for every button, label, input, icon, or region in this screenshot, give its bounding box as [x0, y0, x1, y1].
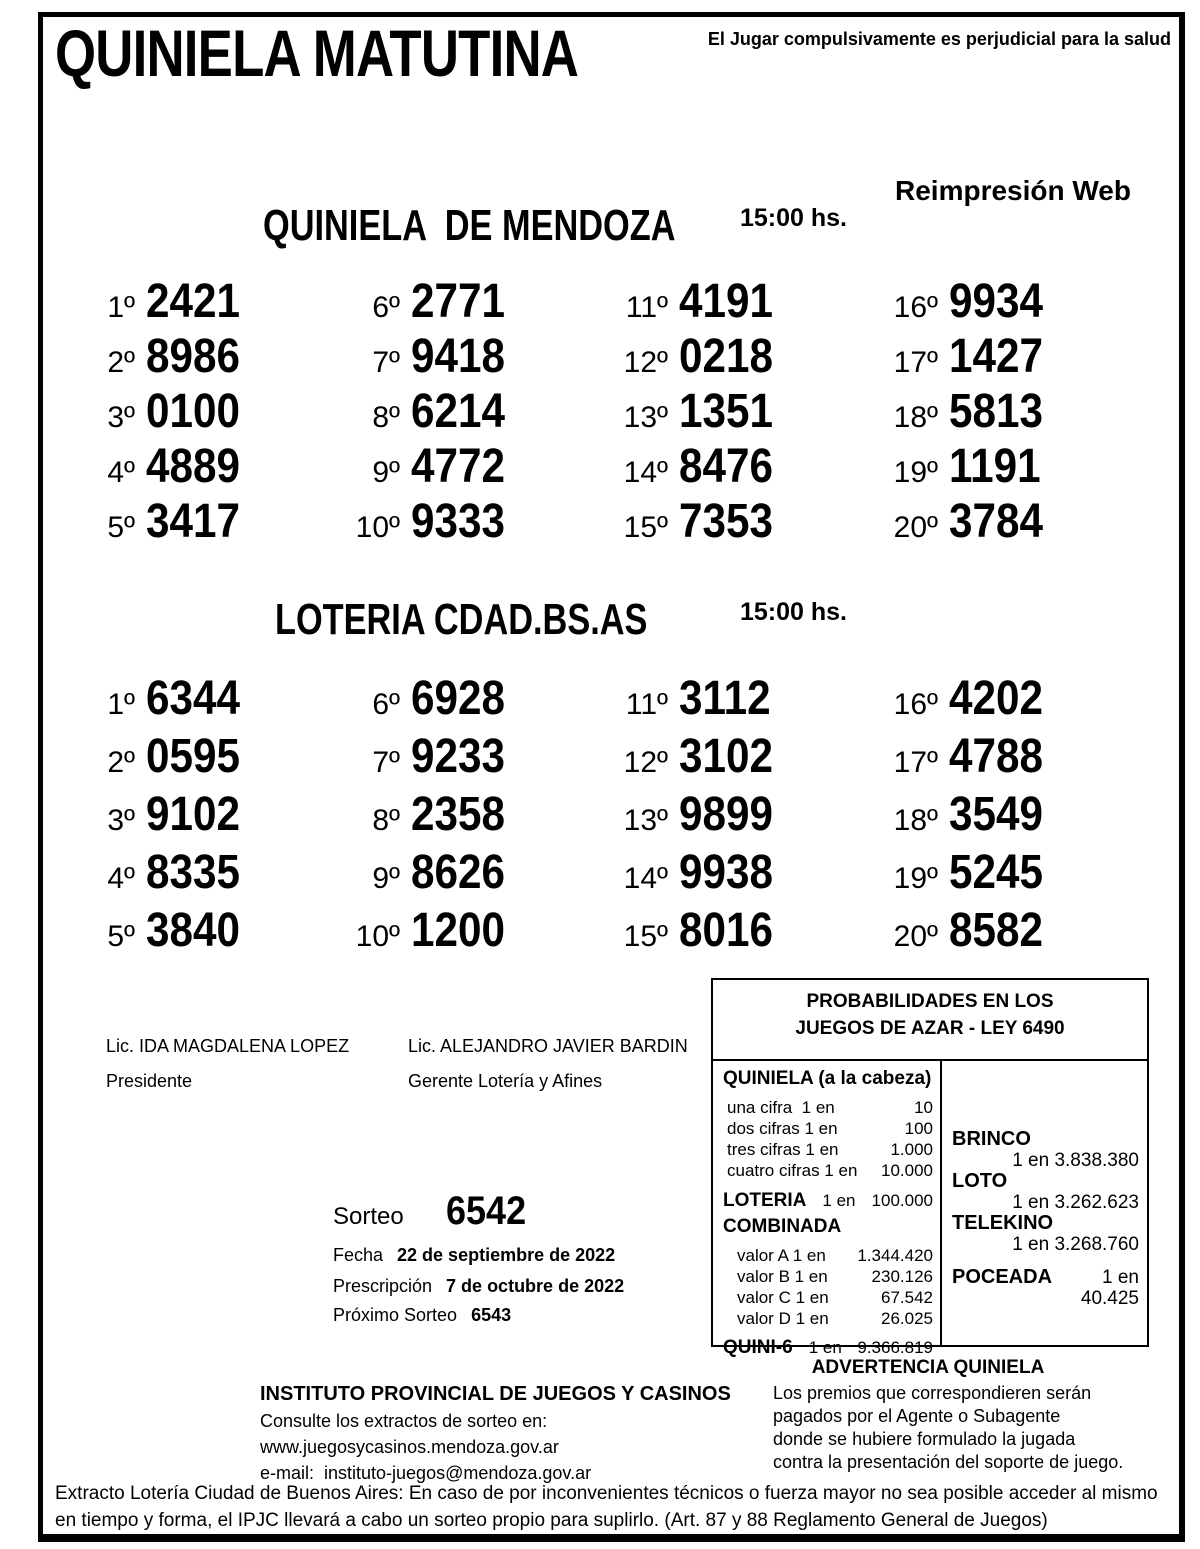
text-line: pagados por el Agente o Subagente	[773, 1406, 1061, 1426]
result-cell	[606, 439, 876, 494]
result-position: 2º	[107, 346, 135, 379]
prescripcion-row	[333, 1276, 624, 1297]
result-cell	[876, 329, 1116, 384]
reprint-label: Reimpresión Web	[895, 175, 1131, 206]
loteria-value: 100.000	[871, 1191, 933, 1210]
result-cell	[876, 494, 1116, 549]
bsas-draw-title: LOTERIA CDAD.BS.AS	[275, 595, 648, 644]
result-cell	[876, 787, 1116, 845]
probability-value: 1.344.420	[857, 1246, 933, 1265]
advertencia-lines	[733, 1382, 1123, 1474]
result-cell	[876, 729, 1116, 787]
result-number: 1351	[679, 385, 773, 438]
result-cell	[338, 903, 606, 961]
result-cell	[606, 494, 876, 549]
result-cell	[876, 903, 1116, 961]
result-number: 1191	[949, 440, 1041, 493]
game-odds	[952, 1213, 1139, 1255]
result-number: 8986	[146, 330, 240, 383]
result-position: 10º	[355, 920, 400, 953]
result-number: 3840	[146, 904, 240, 957]
health-warning: El Jugar compulsivamente es perjudicial para la salud	[707, 29, 1171, 49]
result-cell	[73, 274, 338, 329]
footer-note: Extracto Lotería Ciudad de Buenos Aires: En caso de por inconvenientes técnicos o fuerza mayor no sea posible acceder al mismo en tiempo y forma, el IPJC llevará a cabo un sorteo propio para suplirlo. (Art. 87 y 88 Reglamento General de Juegos)	[55, 1483, 1158, 1531]
result-number: 5245	[949, 846, 1043, 899]
result-number: 6214	[411, 385, 505, 438]
result-cell	[73, 845, 338, 903]
quini6-label: QUINI-6	[723, 1337, 793, 1358]
prescripcion-value: 7 de octubre de 2022	[446, 1276, 625, 1296]
result-number: 4191	[679, 275, 773, 328]
loteria-mid: 1 en	[822, 1191, 856, 1210]
signature-name: Lic. ALEJANDRO JAVIER BARDIN	[408, 1036, 688, 1056]
result-cell	[338, 329, 606, 384]
signature-role: Presidente	[106, 1071, 193, 1091]
result-number: 0595	[146, 730, 240, 783]
result-position: 15º	[623, 920, 668, 953]
text-line: Los premios que correspondieren serán	[773, 1383, 1092, 1403]
probability-label: dos cifras 1 en	[727, 1119, 838, 1138]
result-number: 3784	[949, 495, 1043, 548]
result-cell	[876, 274, 1116, 329]
result-number: 3102	[679, 730, 773, 783]
result-cell	[606, 787, 876, 845]
probability-row	[723, 1267, 933, 1288]
result-number: 9418	[411, 330, 505, 383]
result-cell	[606, 274, 876, 329]
result-position: 7º	[372, 346, 400, 379]
game-value: 1 en 3.262.623	[1012, 1192, 1139, 1213]
result-number: 0218	[679, 330, 773, 383]
loteria-odds-row	[723, 1190, 933, 1214]
text-line: Consulte los extractos de sorteo en:	[260, 1411, 548, 1431]
proximo-sorteo-row	[333, 1305, 511, 1326]
game-odds	[952, 1267, 1139, 1309]
result-cell	[73, 671, 338, 729]
result-cell	[73, 787, 338, 845]
signature-president	[106, 1029, 349, 1099]
probability-label: valor D 1 en	[737, 1309, 829, 1328]
result-number: 0100	[146, 385, 240, 438]
proximo-sorteo-value: 6543	[471, 1305, 512, 1325]
game-name: POCEADA	[952, 1266, 1053, 1288]
result-position: 13º	[623, 804, 668, 837]
text-line: contra la presentación del soporte de juego.	[773, 1452, 1124, 1472]
result-number: 3549	[949, 788, 1043, 841]
result-cell	[606, 329, 876, 384]
result-cell	[338, 845, 606, 903]
result-position: 5º	[107, 511, 135, 544]
result-number: 4202	[949, 672, 1043, 725]
result-cell	[876, 845, 1116, 903]
probability-row	[723, 1161, 933, 1182]
probability-row	[723, 1098, 933, 1119]
game-value: 1 en 40.425	[1080, 1267, 1139, 1309]
result-number: 9333	[411, 495, 505, 548]
combinada-heading: COMBINADA	[723, 1216, 842, 1237]
result-position: 4º	[107, 456, 135, 489]
result-number: 3417	[146, 495, 240, 548]
result-position: 18º	[893, 401, 938, 434]
game-value: 1 en 3.268.760	[1012, 1234, 1139, 1255]
text-line: e-mail: instituto-juegos@mendoza.gov.ar	[260, 1463, 592, 1483]
page-title: QUINIELA MATUTINA	[55, 16, 579, 90]
result-number: 8582	[949, 904, 1043, 957]
result-number: 8016	[679, 904, 773, 957]
signature-role: Gerente Lotería y Afines	[408, 1071, 603, 1091]
result-cell	[338, 787, 606, 845]
result-cell	[606, 845, 876, 903]
probabilities-title-line1: PROBABILIDADES EN LOS	[806, 991, 1054, 1012]
proximo-sorteo-label: Próximo Sorteo	[333, 1305, 458, 1325]
result-position: 7º	[372, 746, 400, 779]
result-position: 8º	[372, 401, 400, 434]
result-number: 6928	[411, 672, 505, 725]
result-cell	[73, 329, 338, 384]
sorteo-label: Sorteo	[333, 1203, 404, 1230]
probability-value: 1.000	[890, 1140, 933, 1159]
result-number: 8626	[411, 846, 505, 899]
result-position: 3º	[107, 804, 135, 837]
game-odds	[952, 1171, 1139, 1213]
result-cell	[73, 494, 338, 549]
sorteo-row	[333, 1189, 535, 1234]
result-number: 9934	[949, 275, 1043, 328]
result-number: 5813	[949, 385, 1043, 438]
result-number: 9102	[146, 788, 240, 841]
result-cell	[876, 384, 1116, 439]
result-cell	[338, 439, 606, 494]
probability-row	[723, 1140, 933, 1161]
result-cell	[606, 671, 876, 729]
result-position: 1º	[107, 291, 135, 324]
result-position: 4º	[107, 862, 135, 895]
probability-label: valor C 1 en	[737, 1288, 829, 1307]
result-number: 7353	[679, 495, 773, 548]
result-number: 2771	[411, 275, 505, 328]
quini6-mid: 1 en	[808, 1338, 842, 1357]
document-sheet	[38, 12, 1185, 1542]
institute-lines	[260, 1408, 731, 1486]
result-number: 6344	[146, 672, 240, 725]
probability-value: 230.126	[871, 1267, 933, 1286]
result-position: 19º	[893, 456, 938, 489]
game-name: TELEKINO	[952, 1212, 1054, 1234]
result-position: 9º	[372, 456, 400, 489]
advertencia-block	[733, 1356, 1123, 1474]
result-number: 4772	[411, 440, 505, 493]
probability-value: 100	[904, 1119, 933, 1138]
probability-label: cuatro cifras 1 en	[727, 1161, 858, 1180]
probability-row	[723, 1119, 933, 1140]
probability-row	[723, 1309, 933, 1330]
result-position: 10º	[355, 511, 400, 544]
result-number: 3112	[679, 672, 771, 725]
probability-label: tres cifras 1 en	[727, 1140, 839, 1159]
result-number: 9899	[679, 788, 773, 841]
result-position: 11º	[625, 291, 668, 324]
result-position: 20º	[893, 511, 938, 544]
mendoza-results-grid	[73, 274, 1158, 549]
mendoza-draw-title: QUINIELA DE MENDOZA	[263, 201, 676, 250]
result-position: 17º	[893, 746, 938, 779]
probability-value: 10.000	[881, 1161, 933, 1180]
result-position: 16º	[893, 688, 938, 721]
result-cell	[606, 384, 876, 439]
bsas-draw-time: 15:00 hs.	[740, 598, 848, 626]
result-position: 2º	[107, 746, 135, 779]
fecha-label: Fecha	[333, 1245, 384, 1265]
signature-name: Lic. IDA MAGDALENA LOPEZ	[106, 1036, 350, 1056]
result-number: 2421	[146, 275, 240, 328]
result-number: 8476	[679, 440, 773, 493]
result-position: 19º	[893, 862, 938, 895]
result-cell	[338, 274, 606, 329]
signature-manager	[408, 1029, 688, 1099]
institute-name: INSTITUTO PROVINCIAL DE JUEGOS Y CASINOS	[260, 1383, 731, 1405]
probability-label: una cifra 1 en	[727, 1098, 835, 1117]
text-line: donde se hubiere formulado la jugada	[773, 1429, 1076, 1449]
probability-value: 26.025	[881, 1309, 933, 1328]
result-cell	[73, 729, 338, 787]
advertencia-title: ADVERTENCIA QUINIELA	[811, 1357, 1045, 1378]
result-cell	[876, 671, 1116, 729]
result-position: 8º	[372, 804, 400, 837]
result-position: 18º	[893, 804, 938, 837]
game-name: BRINCO	[952, 1128, 1031, 1150]
probabilities-right-column	[952, 1061, 1139, 1309]
result-position: 6º	[372, 688, 400, 721]
probability-label: valor B 1 en	[737, 1267, 828, 1286]
probabilities-box	[711, 978, 1149, 1358]
result-number: 9938	[679, 846, 773, 899]
result-cell	[606, 729, 876, 787]
institute-block	[260, 1381, 731, 1486]
game-value: 1 en 3.838.380	[1012, 1150, 1139, 1171]
quiniela-odds-heading: QUINIELA (a la cabeza)	[723, 1068, 932, 1089]
mendoza-draw-time: 15:00 hs.	[740, 204, 848, 232]
result-number: 4889	[146, 440, 240, 493]
result-position: 14º	[623, 862, 668, 895]
result-cell	[73, 903, 338, 961]
probability-value: 10	[914, 1098, 933, 1117]
probabilities-left-column	[723, 1068, 933, 1359]
result-position: 6º	[372, 291, 400, 324]
result-position: 3º	[107, 401, 135, 434]
result-position: 14º	[623, 456, 668, 489]
result-cell	[338, 384, 606, 439]
result-position: 1º	[107, 688, 135, 721]
probability-label: valor A 1 en	[737, 1246, 826, 1265]
result-position: 20º	[893, 920, 938, 953]
probabilities-title-line2: JUEGOS DE AZAR - LEY 6490	[795, 1018, 1065, 1039]
probability-row	[723, 1246, 933, 1267]
result-cell	[876, 439, 1116, 494]
combinada-odds-rows	[723, 1246, 933, 1330]
result-cell	[606, 903, 876, 961]
result-position: 12º	[623, 346, 668, 379]
result-position: 9º	[372, 862, 400, 895]
result-number: 2358	[411, 788, 505, 841]
result-number: 1200	[411, 904, 505, 957]
vertical-divider	[940, 1061, 942, 1345]
fecha-value: 22 de septiembre de 2022	[397, 1245, 616, 1265]
result-position: 12º	[623, 746, 668, 779]
result-position: 11º	[625, 688, 668, 721]
game-odds	[952, 1129, 1139, 1171]
result-cell	[338, 671, 606, 729]
probability-value: 67.542	[881, 1288, 933, 1307]
result-cell	[73, 439, 338, 494]
probabilities-title	[713, 988, 1147, 1042]
result-position: 16º	[893, 291, 938, 324]
probability-row	[723, 1288, 933, 1309]
text-line: www.juegosycasinos.mendoza.gov.ar	[260, 1437, 559, 1457]
quiniela-odds-rows	[723, 1098, 933, 1182]
quini6-value: 9.366.819	[857, 1338, 933, 1357]
result-number: 4788	[949, 730, 1043, 783]
loteria-label: LOTERIA	[723, 1190, 807, 1211]
result-cell	[73, 384, 338, 439]
sorteo-number: 6542	[445, 1189, 526, 1233]
game-name: LOTO	[952, 1170, 1008, 1192]
prescripcion-label: Prescripción	[333, 1276, 433, 1296]
fecha-row	[333, 1245, 615, 1266]
result-position: 17º	[893, 346, 938, 379]
result-number: 9233	[411, 730, 505, 783]
result-position: 15º	[623, 511, 668, 544]
result-number: 8335	[146, 846, 240, 899]
bsas-results-grid	[73, 671, 1158, 961]
result-position: 5º	[107, 920, 135, 953]
result-number: 1427	[949, 330, 1043, 383]
result-position: 13º	[623, 401, 668, 434]
result-cell	[338, 494, 606, 549]
result-cell	[338, 729, 606, 787]
